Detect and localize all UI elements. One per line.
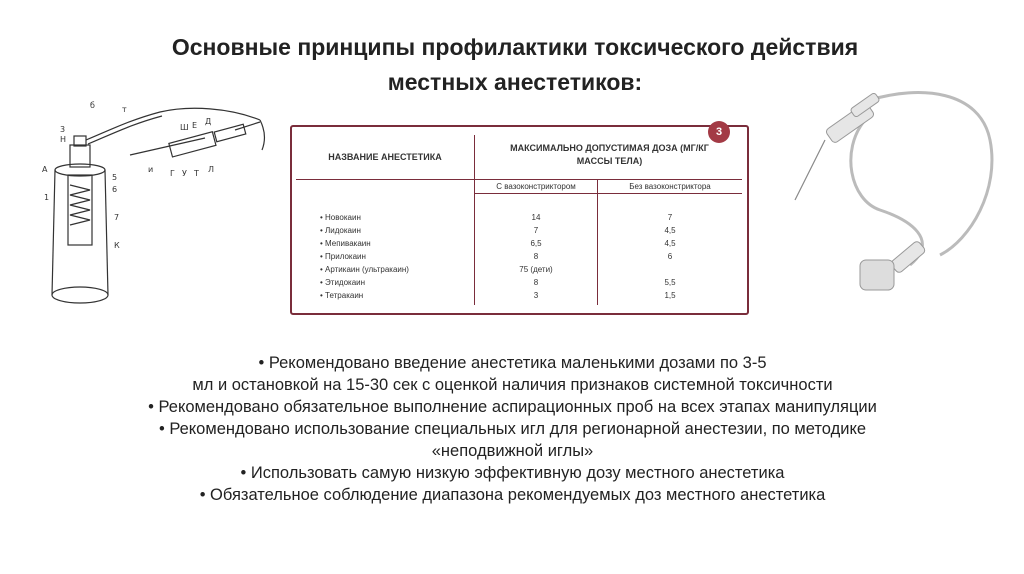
diagram-label: 1	[44, 193, 50, 202]
diagram-label: Е	[192, 121, 198, 130]
dose-value: 1,5	[664, 291, 676, 300]
diagram-label: Г	[170, 169, 175, 178]
row-divider	[474, 193, 742, 194]
diagram-label: и	[148, 165, 154, 174]
dose-value: 8	[533, 252, 539, 261]
diagram-label: Н	[60, 135, 67, 144]
anesthetic-name: • Новокаин	[320, 213, 361, 222]
diagram-label: А	[42, 165, 48, 174]
dose-value: 6,5	[530, 239, 542, 248]
anesthetic-name-list	[320, 211, 470, 302]
anesthetic-name: • Мепивакаин	[320, 239, 371, 248]
diagram-label: Т	[194, 169, 199, 178]
anesthetic-name: • Прилокаин	[320, 252, 366, 261]
dose-value: 4,5	[664, 239, 676, 248]
row-divider	[296, 179, 742, 180]
bullet-line: • Рекомендовано обязательное выполнение аспирационных проб на всех этапах манипуляции	[148, 398, 877, 416]
subheader-without-vasoconstrictor: Без вазоконстриктора	[629, 182, 711, 191]
title-line-1: Основные принципы профилактики токсического действия	[171, 34, 859, 60]
diagram-label: 3	[60, 125, 66, 134]
diagram-label: Ш	[180, 123, 189, 132]
header-anesthetic-name: НАЗВАНИЕ АНЕСТЕТИКА	[328, 152, 442, 162]
dose-value: 5,5	[664, 278, 676, 287]
bullet-line: «неподвижной иглы»	[431, 442, 594, 460]
bullet-line: • Использовать самую низкую эффективную дозу местного анестетика	[240, 464, 785, 482]
diagram-label: т	[122, 105, 127, 114]
diagram-label: 7	[114, 213, 120, 222]
dose-value: 4,5	[664, 226, 676, 235]
bullet-line: мл и остановкой на 15-30 сек с оценкой наличия признаков системной токсичности	[192, 376, 833, 394]
diagram-label: Д	[205, 117, 212, 126]
anesthetic-name: • Лидокаин	[320, 226, 361, 235]
dose-value: 14	[531, 213, 541, 222]
dose-value	[598, 263, 742, 276]
dose-value: 8	[533, 278, 539, 287]
title-line-2: местных анестетиков:	[387, 69, 643, 95]
slide-number-badge: 3	[708, 121, 730, 143]
header-max-dose: МАКСИМАЛЬНО ДОПУСТИМАЯ ДОЗА (МГ/КГ МАССЫ ТЕЛА)	[510, 143, 709, 166]
bullet-line: • Рекомендовано использование специальных игл для регионарной анестезии, по методике	[158, 420, 867, 438]
bullet-line: • Рекомендовано введение анестетика маленькими дозами по 3-5	[258, 354, 767, 372]
diagram-label: б	[90, 101, 95, 110]
dose-value: 7	[667, 213, 673, 222]
bullet-line: • Обязательное соблюдение диапазона рекомендуемых доз местного анестетика	[199, 486, 826, 504]
dose-value: 75 (дети)	[519, 265, 553, 274]
diagram-label: Л	[208, 165, 215, 174]
dose-value: 7	[533, 226, 539, 235]
dose-value: 3	[533, 291, 539, 300]
dose-without-vasoconstrictor-list	[598, 211, 742, 302]
diagram-label: 6	[112, 185, 118, 194]
catheter-needle-icon	[790, 80, 1010, 320]
dose-with-vasoconstrictor-list	[475, 211, 597, 302]
diagram-label: У	[182, 169, 187, 178]
syringe-diagram-icon	[30, 100, 270, 320]
subheader-with-vasoconstrictor: С вазоконстриктором	[496, 182, 576, 191]
anesthetic-dose-table	[290, 125, 749, 315]
anesthetic-name: • Тетракаин	[320, 291, 364, 300]
prevention-bullet-list	[60, 352, 965, 506]
anesthetic-name: • Этидокаин	[320, 278, 366, 287]
diagram-label: 5	[112, 173, 118, 182]
dose-value: 6	[667, 252, 673, 261]
anesthetic-name: • Артикаин (ультракаин)	[320, 265, 409, 274]
diagram-label: К	[114, 241, 120, 250]
